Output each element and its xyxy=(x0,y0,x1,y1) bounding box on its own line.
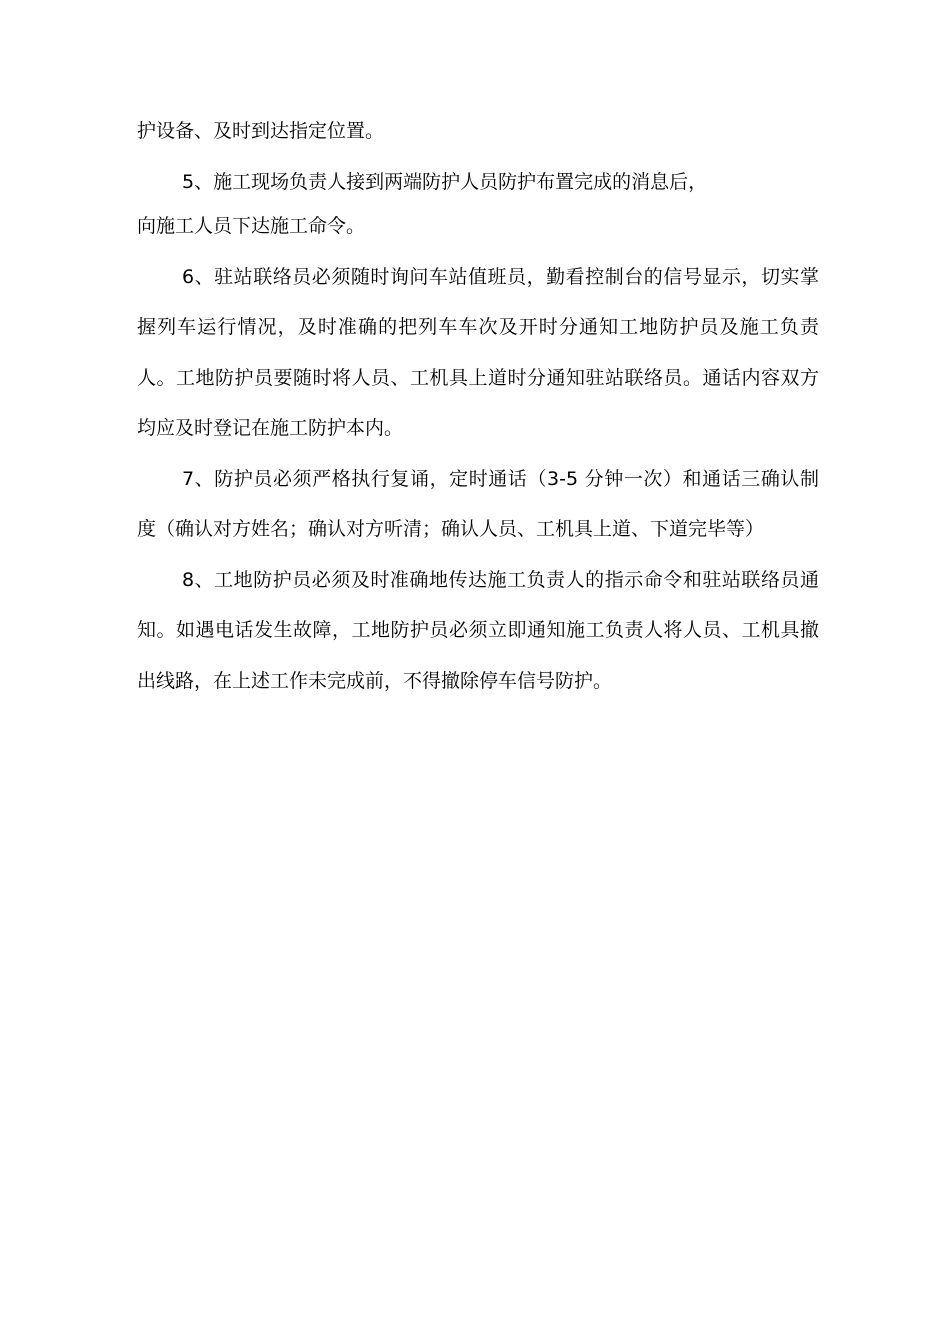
paragraph-item-6: 6、驻站联络员必须随时询问车站值班员，勤看控制台的信号显示，切实掌握列车运行情况，及时准确的把列车车次及开时分通知工地防护员及施工负责人。工地防护员要随时将人员、工机具上道时分通知驻站联络员。通话内容双方均应及时登记在施工防护本内。 xyxy=(137,265,819,439)
paragraph-item-5 xyxy=(137,157,819,252)
paragraph-continuation: 护设备、及时到达指定位置。 xyxy=(137,120,385,142)
document-body xyxy=(137,106,819,706)
paragraph-item-5-line-2: 向施工人员下达施工命令。 xyxy=(137,215,366,237)
paragraph-item-8: 8、工地防护员必须及时准确地传达施工负责人的指示命令和驻站联络员通知。如遇电话发生故障，工地防护员必须立即通知施工负责人将人员、工机具撤出线路，在上述工作未完成前，不得撤除停车信号防护。 xyxy=(137,568,819,692)
paragraph-item-5-line-1: 5、施工现场负责人接到两端防护人员防护布置完成的消息后， xyxy=(182,170,708,193)
paragraph-item-7: 7、防护员必须严格执行复诵，定时通话（3-5 分钟一次）和通话三确认制度（确认对方姓名；确认对方听清；确认人员、工机具上道、下道完毕等） xyxy=(137,467,819,540)
